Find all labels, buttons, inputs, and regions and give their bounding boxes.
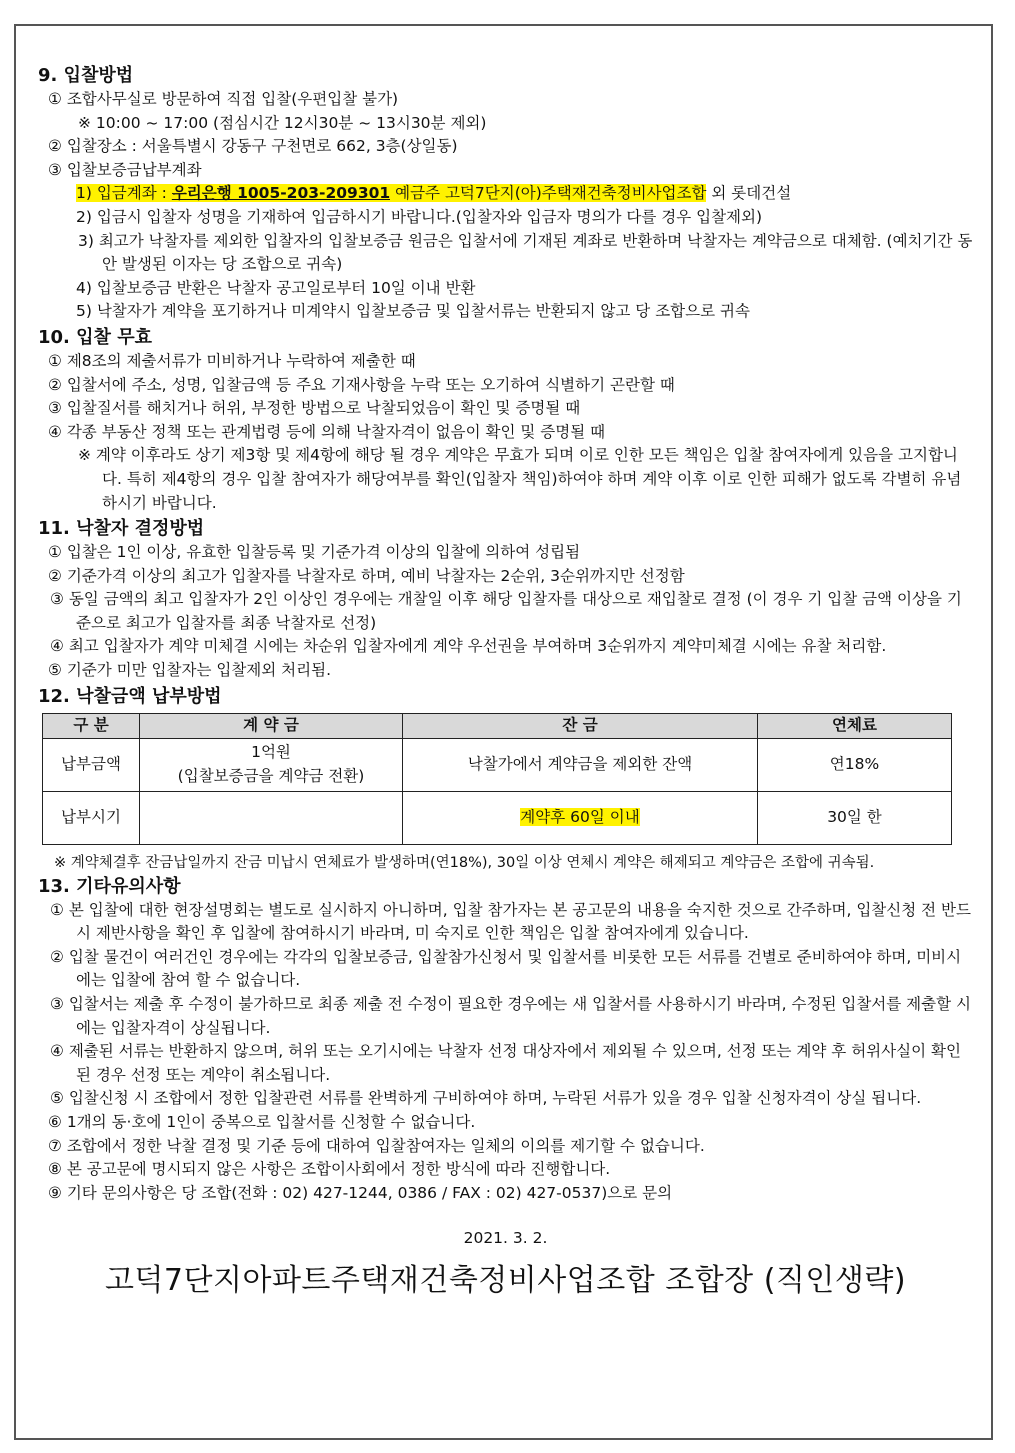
s13-item-9: ⑨ 기타 문의사항은 당 조합(전화 : 02) 427-1244, 0386 / FAX : 02) 427-0537)으로 문의 <box>48 1183 673 1202</box>
s10-item-1: ① 제8조의 제출서류가 미비하거나 누락하여 제출한 때 <box>48 351 416 370</box>
deposit-amount-note: (입찰보증금을 계약금 전환) <box>177 766 365 785</box>
s13-item-3: ③ 입찰서는 제출 후 수정이 불가하므로 최종 제출 전 수정이 필요한 경우에는 새 입찰서를 사용하시기 바라며, 수정된 입찰서를 제출할 시에는 입찰자격이 상실됩니다. <box>50 995 971 1037</box>
balance-timing: 계약후 60일 이내 <box>520 807 640 826</box>
header-balance: 잔 금 <box>403 713 758 738</box>
s9-sub-2: 2) 입금시 입찰자 성명을 기재하여 입금하시기 바랍니다.(입찰자와 입금자 명의가 다를 경우 입찰제외) <box>76 207 763 226</box>
deposit-timing <box>140 791 403 844</box>
notice-body <box>38 62 973 1298</box>
row-label-amount: 납부금액 <box>43 738 140 791</box>
s10-item-3: ③ 입찰질서를 해치거나 허위, 부정한 방법으로 낙찰되었음이 확인 및 증명될 때 <box>48 399 581 418</box>
account-suffix: 외 롯데건설 <box>706 184 792 203</box>
section-13-title: 13. 기타유의사항 <box>38 875 181 897</box>
s9-item-2: ② 입찰장소 : 서울특별시 강동구 구천면로 662, 3층(상일동) <box>48 137 458 156</box>
section-10-title: 10. 입찰 무효 <box>38 326 152 348</box>
balance-amount: 낙찰가에서 계약금을 제외한 잔액 <box>403 738 758 791</box>
late-fee-limit: 30일 한 <box>758 791 952 844</box>
section-12-title: 12. 낙찰금액 납부방법 <box>38 685 222 707</box>
s12-note: ※ 계약체결후 잔금납일까지 잔금 미납시 연체료가 발생하며(연18%), 30일 이상 연체시 계약은 해제되고 계약금은 조합에 귀속됨. <box>54 854 875 871</box>
account-prefix: 1) 입금계좌 : <box>76 184 172 203</box>
s10-note: ※ 계약 이후라도 상기 제3항 및 제4항에 해당 될 경우 계약은 무효가 되며 이로 인한 모든 책임은 입찰 참여자에게 있음을 고지합니다. 특히 제4항의 경우 입찰 참여자가 해당여부를 확인(입찰자 책임)하여야 하며 계약 이후 이로 인한 피해가 없도록 각별히 유념하시기 바랍니다. <box>78 446 962 512</box>
s10-item-2: ② 입찰서에 주소, 성명, 입찰금액 등 주요 기재사항을 누락 또는 오기하여 식별하기 곤란할 때 <box>48 375 675 394</box>
s13-item-5: ⑤ 입찰신청 시 조합에서 정한 입찰관련 서류를 완벽하게 구비하여야 하며, 누락된 서류가 있을 경우 입찰 신청자격이 상실 됩니다. <box>50 1089 922 1108</box>
s13-item-2: ② 입찰 물건이 여러건인 경우에는 각각의 입찰보증금, 입찰참가신청서 및 입찰서를 비롯한 모든 서류를 건별로 준비하여야 하며, 미비시에는 입찰에 참여 할 수 없습니다. <box>50 947 962 990</box>
table-row <box>43 791 952 844</box>
s11-item-2: ② 기준가격 이상의 최고가 입찰자를 낙찰자로 하며, 예비 낙찰자는 2순위, 3순위까지만 선정함 <box>48 566 685 585</box>
deposit-amount-cell <box>140 738 403 791</box>
s11-item-5: ⑤ 기준가 미만 입찰자는 입찰제외 처리됨. <box>48 661 332 680</box>
balance-timing-cell <box>403 791 758 844</box>
account-bank-number: 우리은행 1005-203-209301 <box>171 184 391 203</box>
s9-sub-4: 4) 입찰보증금 반환은 낙찰자 공고일로부터 10일 이내 반환 <box>76 278 476 297</box>
s9-account-line <box>38 182 973 206</box>
s13-item-7: ⑦ 조합에서 정한 낙찰 결정 및 기준 등에 대하여 입찰참여자는 일체의 이의를 제기할 수 없습니다. <box>48 1136 705 1155</box>
payment-table <box>42 713 952 845</box>
late-fee-rate: 연18% <box>758 738 952 791</box>
header-late-fee: 연체료 <box>758 713 952 738</box>
section-9-title: 9. 입찰방법 <box>38 65 134 86</box>
s9-item-1-note: ※ 10:00 ~ 17:00 (점심시간 12시30분 ~ 13시30분 제외) <box>78 113 487 132</box>
s9-item-1: ① 조합사무실로 방문하여 직접 입찰(우편입찰 불가) <box>48 90 399 108</box>
s11-item-3: ③ 동일 금액의 최고 입찰자가 2인 이상인 경우에는 개찰일 이후 해당 입찰자를 대상으로 재입찰로 결정 (이 경우 기 입찰 금액 이상을 기준으로 최고가 입찰자를 최종 낙찰자로 선정) <box>50 590 962 632</box>
deposit-amount: 1억원 <box>251 743 291 762</box>
account-holder: 예금주 고덕7단지(아)주택재건축정비사업조합 <box>390 184 707 203</box>
s13-item-4: ④ 제출된 서류는 반환하지 않으며, 허위 또는 오기시에는 낙찰자 선정 대상자에서 제외될 수 있으며, 선정 또는 계약 후 허위사실이 확인된 경우 선정 또는 계약이 취소됩니다. <box>50 1042 961 1084</box>
s11-item-4: ④ 최고 입찰자가 계약 미체결 시에는 차순위 입찰자에게 계약 우선권을 부여하며 3순위까지 계약미체결 시에는 유찰 처리함. <box>50 637 887 656</box>
row-label-timing: 납부시기 <box>43 791 140 844</box>
header-deposit: 계 약 금 <box>140 713 403 738</box>
section-11-title: 11. 낙찰자 결정방법 <box>38 518 205 540</box>
s10-item-4: ④ 각종 부동산 정책 또는 관계법령 등에 의해 낙찰자격이 없음이 확인 및 증명될 때 <box>48 422 606 441</box>
s9-sub-5: 5) 낙찰자가 계약을 포기하거나 미계약시 입찰보증금 및 입찰서류는 반환되지 않고 당 조합으로 귀속 <box>76 302 750 321</box>
s13-item-1: ① 본 입찰에 대한 현장설명회는 별도로 실시하지 아니하며, 입찰 참가자는 본 공고문의 내용을 숙지한 것으로 간주하며, 입찰신청 전 반드시 제반사항을 확인 후 입찰에 참여하시기 바라며, 미 숙지로 인한 책임은 입찰 참여자에게 있습니다. <box>50 900 971 943</box>
s9-sub-3: 3) 최고가 낙찰자를 제외한 입찰자의 입찰보증금 원금은 입찰서에 기재된 계좌로 반환하며 낙찰자는 계약금으로 대체함. (예치기간 동안 발생된 이자는 당 조합으로 귀속) <box>78 231 973 274</box>
s11-item-1: ① 입찰은 1인 이상, 유효한 입찰등록 및 기준가격 이상의 입찰에 의하여 성립됨 <box>48 543 581 562</box>
s13-item-6: ⑥ 1개의 동·호에 1인이 중복으로 입찰서를 신청할 수 없습니다. <box>48 1113 476 1131</box>
signature-line: 고덕7단지아파트주택재건축정비사업조합 조합장 (직인생략) <box>104 1262 907 1298</box>
notice-date: 2021. 3. 2. <box>463 1229 548 1248</box>
header-category: 구 분 <box>43 713 140 738</box>
table-row <box>43 738 952 791</box>
s13-item-8: ⑧ 본 공고문에 명시되지 않은 사항은 조합이사회에서 정한 방식에 따라 진행합니다. <box>48 1160 611 1179</box>
table-header-row <box>43 713 952 738</box>
s9-item-3: ③ 입찰보증금납부계좌 <box>48 160 202 179</box>
